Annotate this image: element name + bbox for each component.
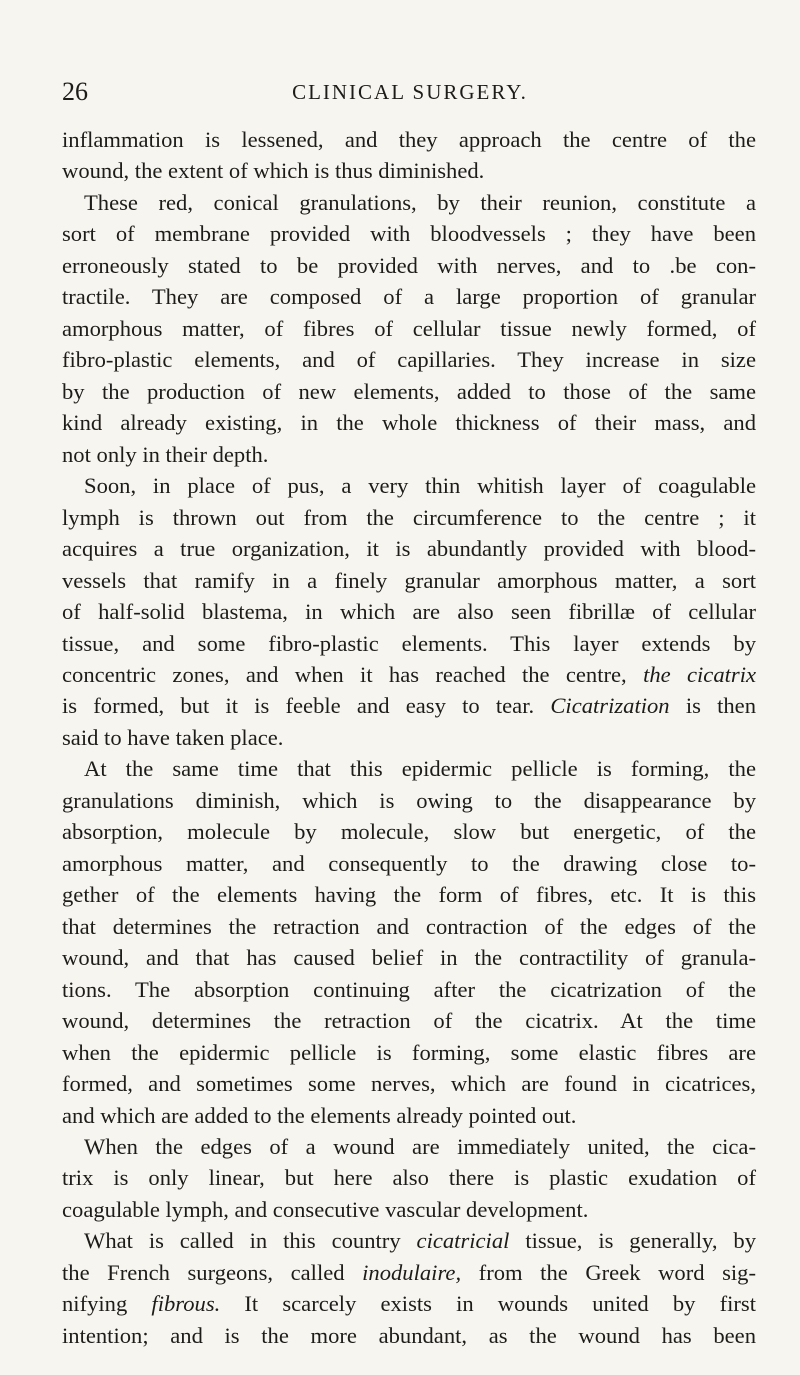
text-line: wound, and that has caused belief in the contractility of granula- — [62, 945, 756, 971]
text-run: concentric zones, and when it has reached the centre, — [62, 661, 627, 687]
text-line — [62, 1288, 756, 1319]
italic-term: Cicatrization — [550, 693, 670, 719]
text-line: and which are added to the elements already pointed out. — [62, 1102, 577, 1128]
text-line: formed, and sometimes some nerves, which are found in cicatrices, — [62, 1071, 756, 1097]
text-line: that determines the retraction and contraction of the edges of the — [62, 913, 756, 939]
text-line: amorphous matter, and consequently to the drawing close to- — [62, 850, 756, 876]
text-line: trix is only linear, but here also there is plastic exudation of — [62, 1165, 756, 1191]
text-line: fibro-plastic elements, and of capillaries. They increase in size — [62, 347, 756, 373]
body-text — [62, 124, 756, 1351]
text-line: lymph is thrown out from the circumference to the centre ; it — [62, 504, 756, 530]
text-line: tions. The absorption continuing after the cicatrization of the — [62, 976, 756, 1002]
text-line: amorphous matter, of fibres of cellular tissue newly formed, of — [62, 315, 756, 341]
text-line: wound, determines the retraction of the cicatrix. At the time — [62, 1008, 756, 1034]
page-number: 26 — [62, 77, 88, 106]
text-line: by the production of new elements, added to those of the same — [62, 378, 756, 404]
text-line: tractile. They are composed of a large proportion of granular — [62, 284, 756, 310]
text-line: inflammation is lessened, and they approach the centre of the — [62, 127, 756, 152]
text-line: tissue, and some fibro-plastic elements. This layer extends by — [62, 630, 756, 656]
text-line: absorption, molecule by molecule, slow but energetic, of the — [62, 819, 756, 845]
text-line: sort of membrane provided with bloodvessels ; they have been — [62, 221, 756, 247]
text-run: from the Greek word sig- — [478, 1259, 756, 1285]
text-run: is then — [685, 693, 757, 719]
page-header — [62, 72, 758, 112]
text-line: gether of the elements having the form of fibres, etc. It is this — [62, 882, 756, 908]
text-line: said to have taken place. — [62, 724, 284, 750]
text-line — [62, 1257, 756, 1288]
text-line: At the same time that this epidermic pellicle is forming, the — [84, 756, 756, 782]
text-line: Soon, in place of pus, a very thin whitish layer of coagulable — [84, 473, 756, 499]
italic-term: inodulaire, — [362, 1259, 462, 1285]
running-title: CLINICAL SURGERY. — [292, 80, 528, 104]
text-line: vessels that ramify in a finely granular amorphous matter, a sort — [62, 567, 756, 593]
text-line: These red, conical granulations, by their reunion, constitute a — [84, 189, 756, 215]
italic-term: cicatricial — [416, 1228, 510, 1254]
text-line: of half-solid blastema, in which are also seen fibrillæ of cellular — [62, 599, 756, 625]
text-line: granulations diminish, which is owing to the disappearance by — [62, 787, 756, 813]
text-line — [62, 659, 756, 690]
text-run: the French surgeons, called — [62, 1259, 345, 1285]
text-line: intention; and is the more abundant, as the wound has been — [62, 1322, 756, 1348]
italic-term: fibrous. — [151, 1291, 221, 1317]
text-line: coagulable lymph, and consecutive vascular development. — [62, 1196, 589, 1222]
italic-term: the cicatrix — [643, 661, 757, 687]
text-run: nifying — [62, 1291, 128, 1317]
text-line: not only in their depth. — [62, 441, 269, 467]
text-line: erroneously stated to be provided with nerves, and to .be con- — [62, 252, 756, 278]
text-run: is formed, but it is feeble and easy to tear. — [62, 693, 535, 719]
text-line: wound, the extent of which is thus diminished. — [62, 158, 485, 184]
text-run: What is called in this country — [84, 1228, 401, 1254]
text-line: kind already existing, in the whole thickness of their mass, and — [62, 410, 756, 436]
text-line: acquires a true organization, it is abundantly provided with blood- — [62, 536, 756, 562]
text-run: It scarcely exists in wounds united by first — [244, 1291, 756, 1317]
text-line — [62, 690, 756, 721]
text-line — [62, 1225, 756, 1256]
text-line: when the epidermic pellicle is forming, some elastic fibres are — [62, 1039, 756, 1065]
text-run: tissue, is generally, by — [525, 1228, 757, 1254]
text-line: When the edges of a wound are immediately united, the cica- — [84, 1134, 756, 1159]
